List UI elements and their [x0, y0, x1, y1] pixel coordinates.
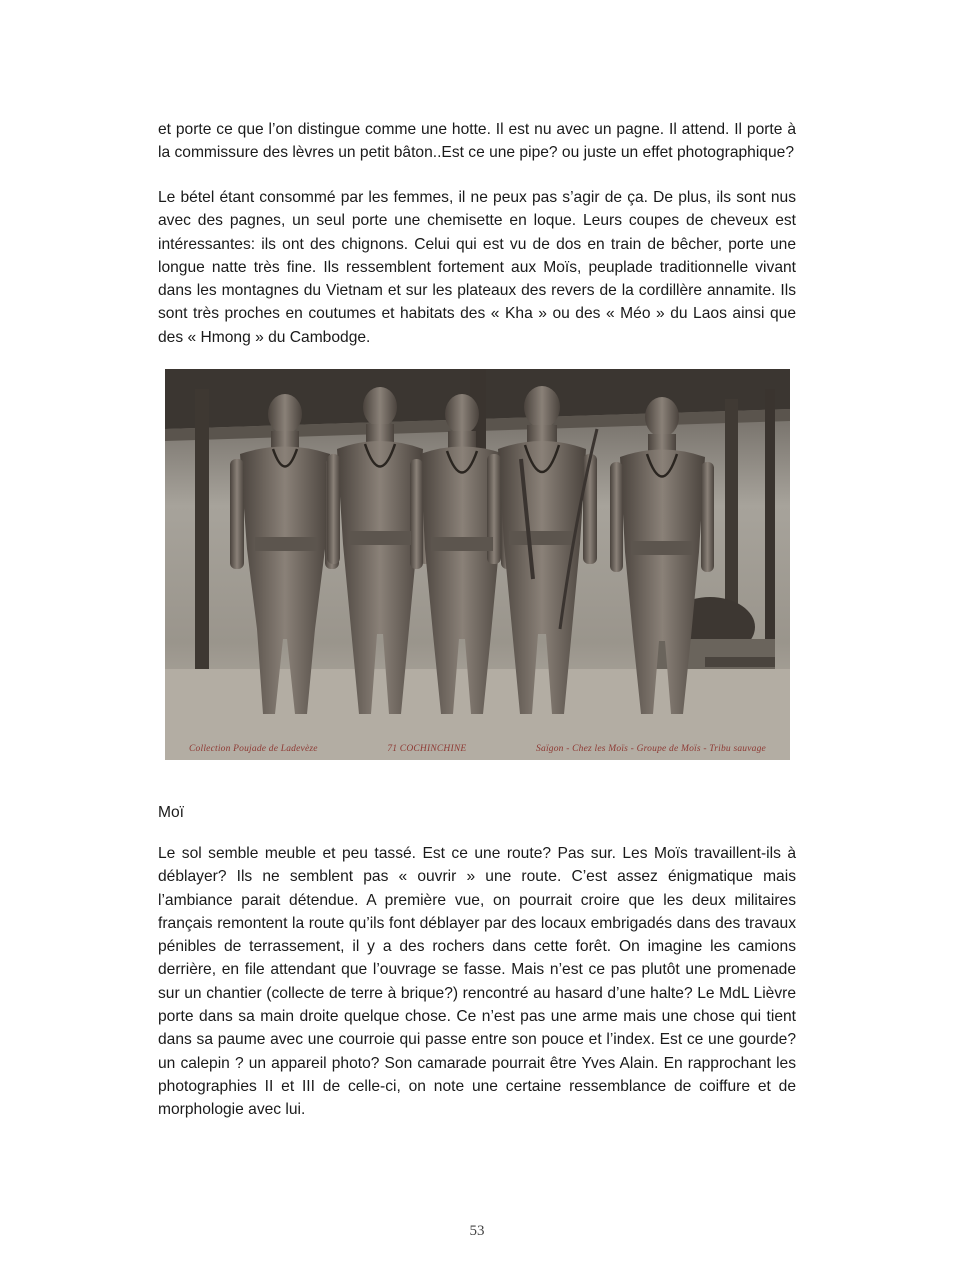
photograph-moi-group [165, 369, 790, 760]
photo-illustration [165, 369, 790, 760]
postcard-number: 71 COCHINCHINE [387, 744, 467, 754]
paragraph-intro: et porte ce que l’on distingue comme une hotte. Il est nu avec un pagne. Il attend. Il porte à la commissure des lèvres un petit bâton..Est ce une pipe? ou juste un effet photographique? [158, 121, 796, 162]
postcard-collection: Collection Poujade de Ladevèze [189, 744, 318, 754]
page-number: 53 [469, 1223, 485, 1239]
postcard-description: Saïgon - Chez les Moïs - Groupe de Moïs - Tribu sauvage [536, 744, 766, 754]
photo-caption: Moï [158, 804, 184, 821]
paragraph-betel: Le bétel étant consommé par les femmes, il ne peux pas s’agir de ça. De plus, ils sont nus avec des pagnes, un seul porte une chemisette en loque. Leurs coupes de cheveux est intéressantes: ils ont des chignons. Celui qui est vu de dos en train de bêcher, porte une longue natte très fine. Ils ressemblent fortement aux Moïs, peuplade traditionnelle vivant dans les montagnes du Vietnam et sur les plateaux des revers de la cordillère annamite. Ils sont très proches en coutumes et habitats des « Kha » ou des « Méo » du Laos ainsi que des « Hmong » du Cambodge. [158, 189, 796, 346]
paragraph-road: Le sol semble meuble et peu tassé. Est ce une route? Pas sur. Les Moïs travaillent-ils à déblayer? Ils ne semblent pas « ouvrir » une route. C’est assez énigmatique mais l’ambiance parait détendue. A première vue, on pourrait croire que les deux militaires français remontent la route qu’ils font déblayer par des locaux embrigadés dans des travaux pénibles de terrassement, il y a des rochers dans cette forêt. On imagine les camions derrière, en file attendant que l’ouvrage se fasse. Mais n’est ce pas plutôt une promenade sur un chantier (collecte de terre à brique?) rencontré au hasard d’une halte? Le MdL Lièvre porte dans sa main droite quelque chose. Ce n’est pas une arme mais une chose qui tient dans sa paume avec une courroie qui passe entre son pouce et l’index. Est ce une gourde? un calepin ? un appareil photo? Son camarade pourrait être Yves Alain. En rapprochant les photographies II et III de celle-ci, on note une certaine ressemblance de coiffure et de morphologie avec lui. [158, 845, 796, 1119]
postcard-caption [165, 744, 790, 754]
